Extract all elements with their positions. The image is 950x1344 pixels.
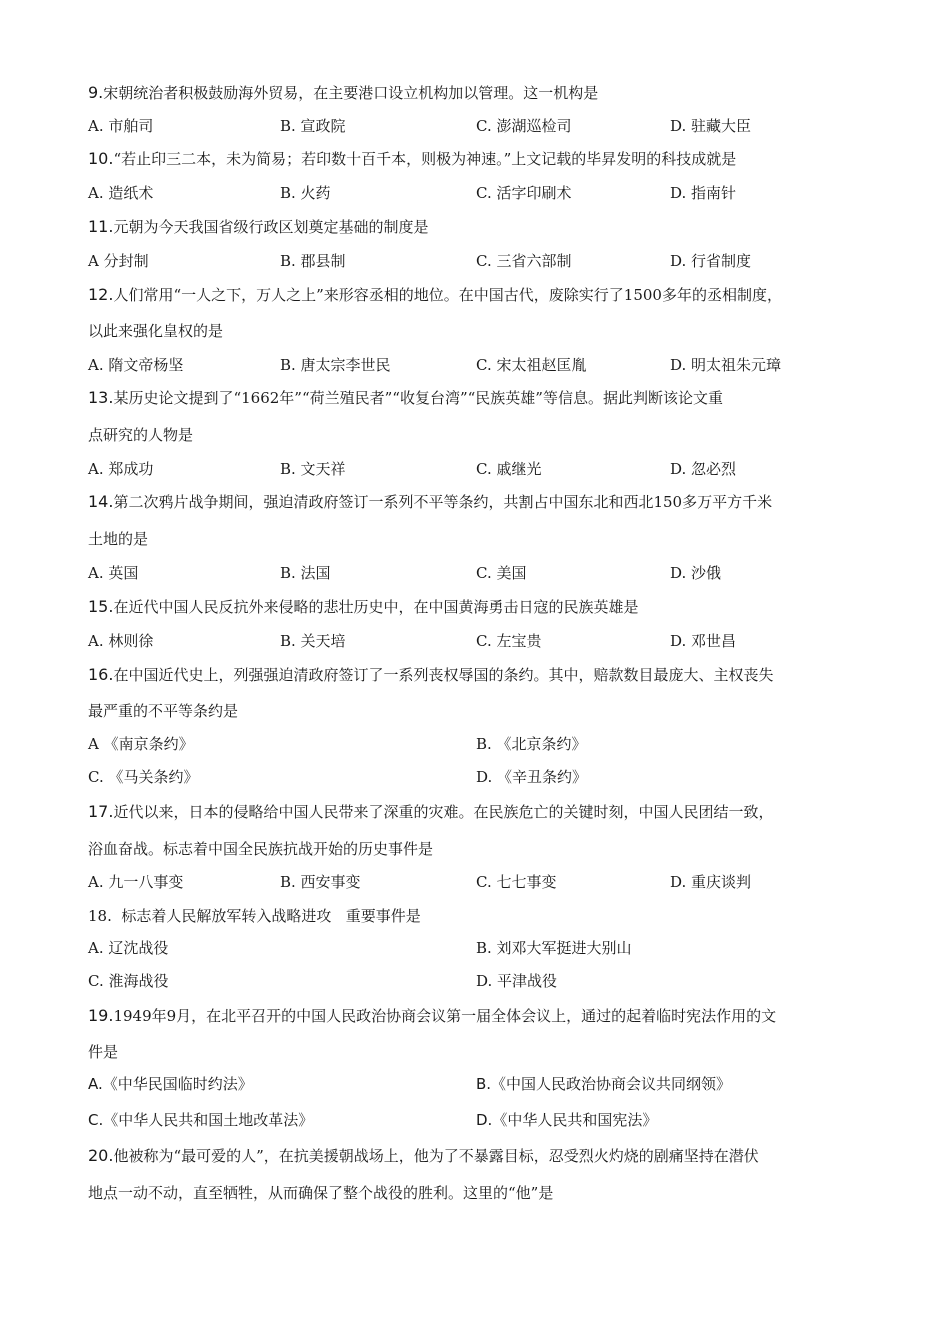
- question-number: 12.: [88, 285, 114, 304]
- option-d: D. 重庆谈判: [670, 873, 752, 891]
- question-stem-line2: 浴血奋战。标志着中国全民族抗战开始的历史事件是: [88, 840, 434, 858]
- option-c: C. 左宝贵: [476, 632, 542, 650]
- question-number: 13.: [88, 388, 114, 407]
- question-number: 14.: [88, 492, 114, 511]
- option-b: B. 郡县制: [280, 252, 346, 270]
- option-a: A. 郑成功: [88, 460, 154, 478]
- question-14-continued: [88, 522, 878, 556]
- option-c: C. 戚继光: [476, 460, 542, 478]
- option-c: C. 七七事变: [476, 873, 557, 891]
- options-row: [88, 933, 878, 963]
- options-row: [88, 558, 878, 588]
- option-b: B. 《北京条约》: [476, 735, 587, 753]
- question-number: 20.: [88, 1146, 114, 1165]
- question-stem: 宋朝统治者积极鼓励海外贸易，在主要港口设立机构加以管理。这一机构是: [103, 84, 599, 102]
- question-stem-line2: 以此来强化皇权的是: [88, 322, 224, 340]
- question-11: [88, 210, 878, 244]
- option-a: A. 隋文帝杨坚: [88, 356, 184, 374]
- question-stem: 在中国近代史上，列强强迫清政府签订了一系列丧权辱国的条约。其中，赔款数目最庞大、主权丧失: [113, 666, 774, 684]
- option-c: C.《中华人民共和国土地改革法》: [88, 1111, 314, 1129]
- question-stem-line2: 件是: [88, 1043, 119, 1061]
- option-d: D. 邓世昌: [670, 632, 737, 650]
- question-stem: 人们常用“一人之下，万人之上”来形容丞相的地位。在中国古代，废除实行了1500多年的丞相制度，: [113, 286, 782, 304]
- option-b: B. 文天祥: [280, 460, 346, 478]
- option-b: B.《中国人民政治协商会议共同纲领》: [476, 1075, 732, 1093]
- question-16: [88, 658, 878, 692]
- question-19-continued: [88, 1035, 878, 1069]
- option-a: A. 九一八事变: [88, 873, 184, 891]
- options-row: [88, 626, 878, 656]
- question-16-continued: [88, 694, 878, 728]
- option-c: C. 活字印刷术: [476, 184, 572, 202]
- question-stem: 他被称为“最可爱的人”，在抗美援朝战场上，他为了不暴露目标，忍受烈火灼烧的剧痛坚持在潜伏: [113, 1147, 759, 1165]
- question-stem: 某历史论文提到了“1662年”“荷兰殖民者”“收复台湾”“民族英雄”等信息。据此判断该论文重: [113, 389, 723, 407]
- question-20-continued: [88, 1176, 878, 1210]
- option-a: A. 林则徐: [88, 632, 154, 650]
- question-stem-line2: 点研究的人物是: [88, 426, 194, 444]
- option-a: A. 造纸术: [88, 184, 154, 202]
- option-d: D. 忽必烈: [670, 460, 737, 478]
- options-row: [88, 350, 878, 380]
- options-row: [88, 966, 878, 996]
- option-d: D. 《辛丑条约》: [476, 768, 588, 786]
- options-row: [88, 1105, 878, 1135]
- option-c: C. 淮海战役: [88, 972, 169, 990]
- question-20: [88, 1139, 878, 1173]
- options-row: [88, 867, 878, 897]
- option-b: B. 宣政院: [280, 117, 346, 135]
- option-c: C. 《马关条约》: [88, 768, 199, 786]
- question-stem-line2: 最严重的不平等条约是: [88, 702, 239, 720]
- option-a: A 《南京条约》: [88, 735, 194, 753]
- option-b: B. 火药: [280, 184, 331, 202]
- option-b: B. 关天培: [280, 632, 346, 650]
- option-d: D. 驻藏大臣: [670, 117, 752, 135]
- option-c: C. 宋太祖赵匡胤: [476, 356, 587, 374]
- question-stem: 标志着人民解放军转入战略进攻 重要事件是: [111, 907, 421, 925]
- question-stem: 近代以来，日本的侵略给中国人民带来了深重的灾难。在民族危亡的关键时刻，中国人民团结一致，: [113, 803, 774, 821]
- question-19: [88, 999, 878, 1033]
- question-15: [88, 590, 878, 624]
- question-9: [88, 76, 878, 110]
- option-a: A. 市舶司: [88, 117, 154, 135]
- option-a: A.《中华民国临时约法》: [88, 1075, 253, 1093]
- option-d: D. 沙俄: [670, 564, 722, 582]
- question-12-continued: [88, 314, 878, 348]
- option-b: B. 唐太宗李世民: [280, 356, 391, 374]
- question-number: 16.: [88, 665, 114, 684]
- options-row: [88, 454, 878, 484]
- option-c: C. 澎湖巡检司: [476, 117, 572, 135]
- question-14: [88, 485, 878, 519]
- question-stem: 在近代中国人民反抗外来侵略的悲壮历史中，在中国黄海勇击日寇的民族英雄是: [113, 598, 639, 616]
- options-row: [88, 1069, 878, 1099]
- option-c: C. 美国: [476, 564, 527, 582]
- question-stem: 元朝为今天我国省级行政区划奠定基础的制度是: [113, 218, 429, 236]
- question-stem: 1949年9月，在北平召开的中国人民政治协商会议第一届全体会议上，通过的起着临时宪法作用的文: [113, 1007, 777, 1025]
- question-number: 11.: [88, 217, 114, 236]
- option-b: B. 法国: [280, 564, 331, 582]
- question-number: 19.: [88, 1006, 114, 1025]
- option-a: A 分封制: [88, 252, 149, 270]
- question-number: 15.: [88, 597, 114, 616]
- option-b: B. 刘邓大军挺进大别山: [476, 939, 632, 957]
- option-d: D. 行省制度: [670, 252, 752, 270]
- question-12: [88, 278, 878, 312]
- option-d: D. 指南针: [670, 184, 737, 202]
- options-row: [88, 111, 878, 141]
- question-number: 9.: [88, 83, 104, 102]
- question-17: [88, 795, 878, 829]
- question-13: [88, 381, 878, 415]
- question-stem: 第二次鸦片战争期间，强迫清政府签订一系列不平等条约，共割占中国东北和西北150多万平方千米: [113, 493, 773, 511]
- option-d: D. 平津战役: [476, 972, 558, 990]
- question-stem-line2: 土地的是: [88, 530, 149, 548]
- question-13-continued: [88, 418, 878, 452]
- question-10: [88, 142, 878, 176]
- question-number: 17.: [88, 802, 114, 821]
- question-number: 18.: [88, 907, 112, 925]
- question-18: [88, 899, 878, 933]
- options-row: [88, 729, 878, 759]
- question-number: 10.: [88, 149, 114, 168]
- options-row: [88, 246, 878, 276]
- options-row: [88, 762, 878, 792]
- option-b: B. 西安事变: [280, 873, 361, 891]
- option-d: D. 明太祖朱元璋: [670, 356, 782, 374]
- question-17-continued: [88, 832, 878, 866]
- option-c: C. 三省六部制: [476, 252, 572, 270]
- option-a: A. 辽沈战役: [88, 939, 169, 957]
- option-d: D.《中华人民共和国宪法》: [476, 1111, 658, 1129]
- option-a: A. 英国: [88, 564, 139, 582]
- question-stem-line2: 地点一动不动，直至牺牲，从而确保了整个战役的胜利。这里的“他”是: [88, 1184, 554, 1202]
- options-row: [88, 178, 878, 208]
- question-stem: “若止印三二本，未为简易；若印数十百千本，则极为神速。”上文记载的毕昇发明的科技成就是: [113, 150, 737, 168]
